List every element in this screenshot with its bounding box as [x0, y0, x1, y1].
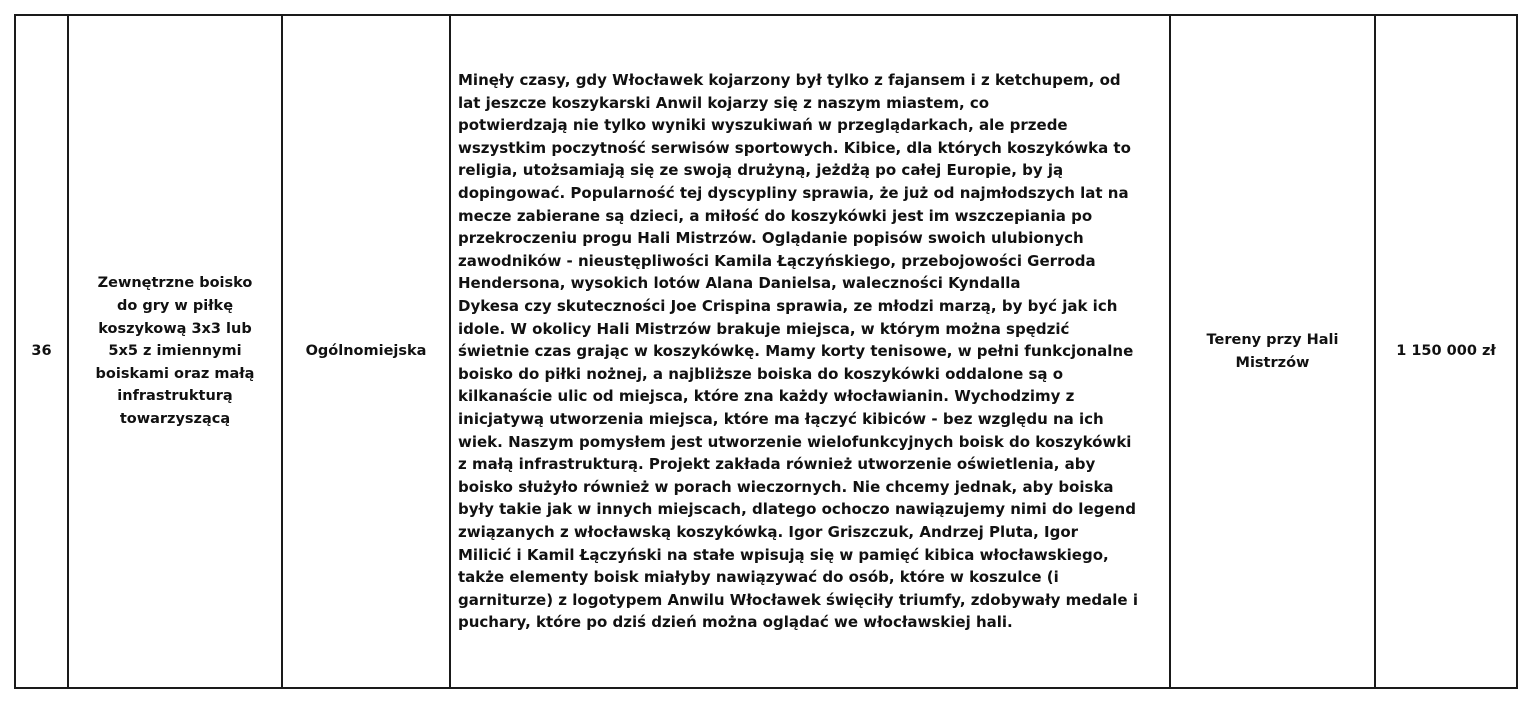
description-line: Hendersona, wysokich lotów Alana Danielsa, waleczności Kyndalla — [458, 274, 1021, 293]
project-name — [68, 15, 282, 688]
description-line: kilkanaście ulic od miejsca, które zna każdy włocławianin. Wychodzimy z — [458, 387, 1075, 406]
project-name-line: Zewnętrzne boisko — [97, 275, 253, 292]
location-line: Mistrzów — [1235, 354, 1310, 371]
location-line: Tereny przy Hali — [1206, 331, 1339, 348]
project-name-line: towarzyszącą — [119, 410, 231, 427]
description-line: wiek. Naszym pomysłem jest utworzenie wielofunkcyjnych boisk do koszykówki — [458, 432, 1132, 451]
project-name-line: infrastrukturą — [117, 388, 233, 405]
description-line: zawodników - nieustępliwości Kamila Łączyńskiego, przebojowości Gerroda — [458, 251, 1096, 270]
project-scope: Ogólnomiejska — [282, 15, 450, 688]
project-cost: 1 150 000 zł — [1375, 15, 1517, 688]
project-name-line: do gry w piłkę — [116, 298, 234, 315]
table-row — [15, 15, 1517, 688]
project-description — [450, 15, 1170, 688]
description-line: inicjatywą utworzenia miejsca, które ma łączyć kibiców - bez względu na ich — [458, 409, 1104, 428]
description-line: wszystkim poczytność serwisów sportowych. Kibice, dla których koszykówka to — [458, 138, 1131, 157]
description-line: boisko służyło również w porach wieczornych. Nie chcemy jednak, aby boiska — [458, 477, 1114, 496]
project-name-line: koszykową 3x3 lub — [98, 320, 252, 337]
description-line: mecze zabierane są dzieci, a miłość do koszykówki jest im wszczepiania po — [458, 206, 1093, 225]
description-line: boisko do piłki nożnej, a najbliższe boiska do koszykówki oddalone są o — [458, 364, 1064, 383]
project-name-line: 5x5 z imiennymi — [108, 343, 242, 360]
description-line: potwierdzają nie tylko wyniki wyszukiwań w przeglądarkach, ale przede — [458, 116, 1068, 135]
description-line: Dykesa czy skuteczności Joe Crispina sprawia, ze młodzi marzą, by być jak ich — [458, 297, 1118, 316]
description-line: idole. W okolicy Hali Mistrzów brakuje miejsca, w którym można spędzić — [458, 319, 1070, 338]
description-line: religia, utożsamiają się ze swoją drużyną, jeżdżą po całej Europie, by ją — [458, 161, 1064, 180]
row-number: 36 — [15, 15, 68, 688]
project-name-line: boiskami oraz małą — [95, 365, 255, 382]
description-line: przekroczeniu progu Hali Mistrzów. Oglądanie popisów swoich ulubionych — [458, 229, 1084, 248]
description-line: świetnie czas grając w koszykówkę. Mamy korty tenisowe, w pełni funkcjonalne — [458, 342, 1134, 361]
budget-table — [14, 14, 1518, 689]
description-line: Milicić i Kamil Łączyński na stałe wpisują się w pamięć kibica włocławskiego, — [458, 545, 1109, 564]
project-location — [1170, 15, 1375, 688]
description-line: związanych z włocławską koszykówką. Igor Griszczuk, Andrzej Pluta, Igor — [458, 522, 1079, 541]
description-line: Minęły czasy, gdy Włocławek kojarzony był tylko z fajansem i z ketchupem, od — [458, 71, 1121, 90]
description-line: dopingować. Popularność tej dyscypliny sprawia, że już od najmłodszych lat na — [458, 184, 1129, 203]
description-line: z małą infrastrukturą. Projekt zakłada również utworzenie oświetlenia, aby — [458, 455, 1096, 474]
description-line: garniturze) z logotypem Anwilu Włocławek święciły triumfy, zdobywały medale i — [458, 590, 1138, 609]
description-line: także elementy boisk miałyby nawiązywać do osób, które w koszulce (i — [458, 568, 1059, 587]
description-line: lat jeszcze koszykarski Anwil kojarzy się z naszym miastem, co — [458, 93, 990, 112]
description-line: były takie jak w innych miejscach, dlatego ochoczo nawiązujemy nimi do legend — [458, 500, 1136, 519]
description-line: puchary, które po dziś dzień można oglądać we włocławskiej hali. — [458, 613, 1013, 632]
